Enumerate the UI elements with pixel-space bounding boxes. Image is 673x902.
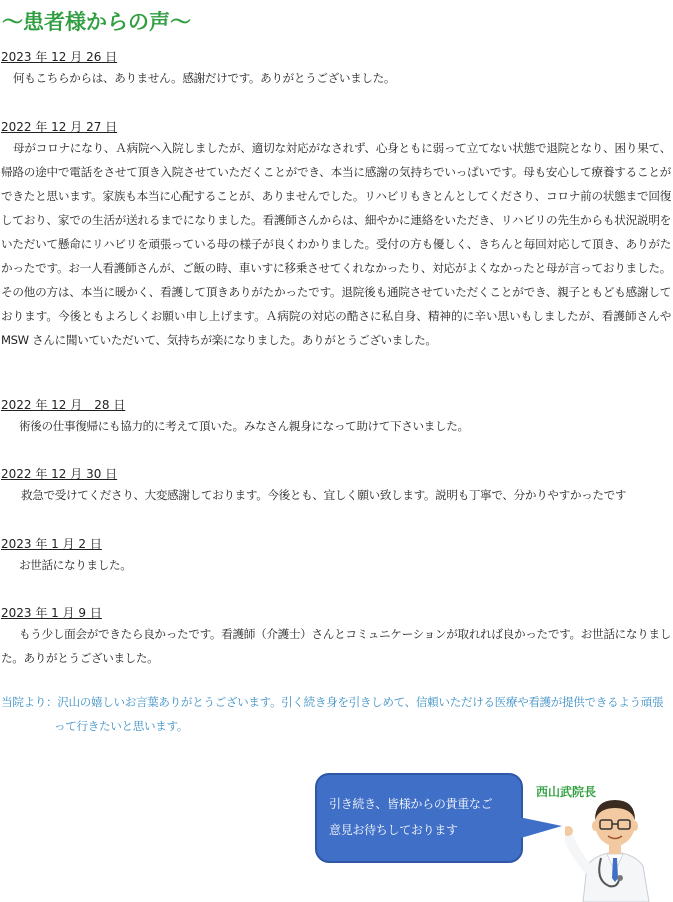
director-name: 西山武院長	[536, 785, 597, 799]
entry-date: 2022 年 12 月 30 日	[1, 467, 118, 481]
entry-text: もう少し面会ができたら良かったです。看護師（介護士）さんとコミュニケーションが取れれば良かったです。お世話になりました。ありがとうございました。	[1, 627, 671, 665]
bubble-line: 引き続き、皆様からの貴重なご	[329, 797, 493, 811]
testimonial-entry	[1, 397, 671, 438]
reply-text: 沢山の嬉しいお言葉ありがとうございます。引く続き身を引きしめて、信頼いただける医療や看護が提供できるよう頑張って行きたいと思います。	[54, 695, 664, 733]
testimonial-entry	[1, 49, 671, 90]
reply-label: 当院より：	[1, 695, 58, 709]
doctor-illustration-icon	[565, 788, 665, 902]
entry-date: 2023 年 1 月 2 日	[1, 537, 102, 551]
testimonial-entry	[1, 536, 671, 577]
speech-bubble-tail	[514, 816, 562, 840]
entry-text: 術後の仕事復帰にも協力的に考えて頂いた。みなさん親身になって助けて下さいました。	[19, 419, 469, 433]
entry-text: 何もこちらからは、ありません。感謝だけです。ありがとうございました。	[13, 71, 396, 85]
hospital-reply	[1, 690, 673, 738]
bubble-line: 意見お待ちしております	[329, 823, 458, 837]
entry-date: 2022 年 12 月 28 日	[1, 398, 126, 412]
entry-text: 救急で受けてくださり、大変感謝しております。今後とも、宜しく願い致します。説明も丁寧で、分かりやすかったです	[21, 488, 627, 502]
testimonial-entry	[1, 605, 671, 670]
testimonial-entry	[1, 119, 671, 352]
speech-bubble	[315, 773, 523, 863]
testimonial-entry	[1, 466, 671, 507]
page-title: ～患者様からの声～	[2, 10, 191, 34]
entry-text: 母がコロナになり、Ａ病院へ入院しましたが、適切な対応がなされず、心身ともに弱って立てない状態で退院となり、困り果て、帰路の途中で電話をさせて頂き入院させていただくことができ、本当に感謝の気持ちでいっぱいです。母も安心して療養することができたと思います。家族も本当に心配することが、ありませんでした。リハビリもきとんとしてくださり、コロナ前の状態まで回復しており、家での生活が送れるまでになりました。看護師さんからは、細やかに連絡をいただき、リハビリの先生からも状況説明をいただいて懸命にリハビリを頑張っている母の様子が良くわかりました。受付の方も優しく、きちんと毎回対応して頂き、ありがたかったです。お一人看護師さんが、ご飯の時、車いすに移乗させてくれなかったり、対応がよくなかったと母が言っておりました。その他の方は、本当に暖かく、看護して頂きありがたかったです。退院後も通院させていただくことができ、親子ともども感謝しております。今後ともよろしくお願い申し上げます。Ａ病院の対応の酷さに私自身、精神的に辛い思いもしましたが、看護師さんや MSW さんに聞いていただいて、気持ちが楽になりました。ありがとうございました。	[1, 141, 671, 347]
entry-date: 2023 年 12 月 26 日	[1, 50, 118, 64]
entry-text: お世話になりました。	[19, 558, 132, 572]
entry-date: 2022 年 12 月 27 日	[1, 120, 118, 134]
entry-date: 2023 年 1 月 9 日	[1, 606, 102, 620]
